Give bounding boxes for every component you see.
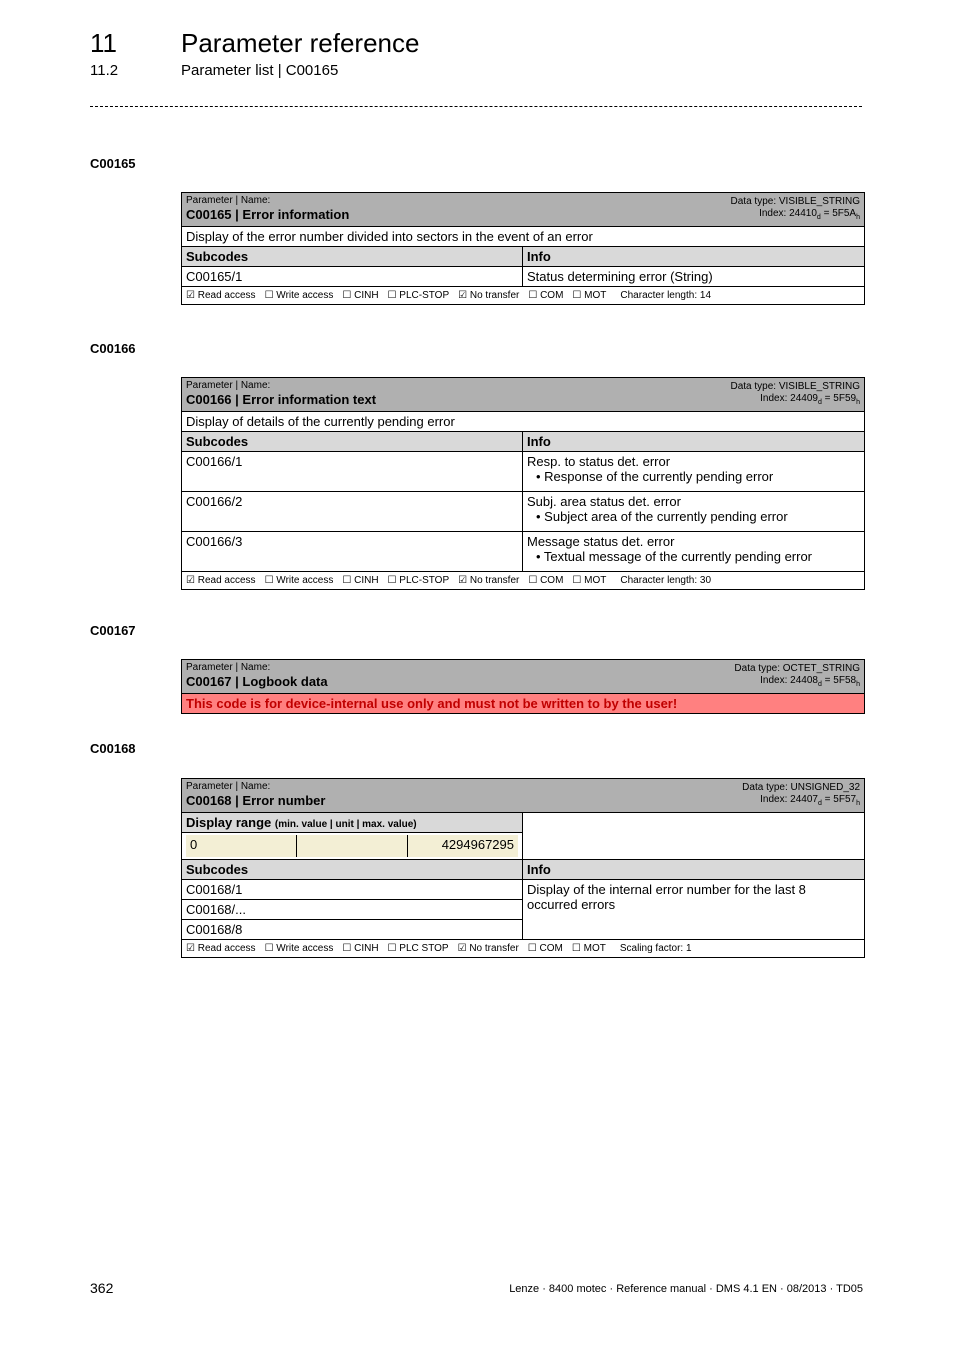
subcode: C00166/1	[182, 452, 523, 492]
subcode-info: Resp. to status det. error • Response of the currently pending error	[523, 452, 865, 492]
table-row	[182, 880, 865, 900]
data-type: Data type: OCTET_STRING	[734, 663, 860, 674]
col-info: Info	[523, 432, 865, 452]
page-number: 362	[90, 1280, 114, 1296]
subcode: C00165/1	[182, 267, 523, 287]
col-subcodes: Subcodes	[182, 860, 523, 880]
subcode: C00166/3	[182, 532, 523, 572]
subcode-info: Display of the internal error number for the last 8 occurred errors	[523, 880, 865, 940]
param-name: C00167 | Logbook data	[186, 674, 328, 689]
chapter-title: Parameter reference	[181, 28, 420, 58]
subcode-info: Message status det. error • Textual message of the currently pending error	[523, 532, 865, 572]
header-divider	[90, 106, 862, 107]
display-range-label: Display range (min. value | unit | max. value)	[182, 813, 523, 833]
attribute-flags: ☑ Read access ☐ Write access ☐ CINH ☐ PLC-STOP ☑ No transfer ☐ COM ☐ MOT Character length: 30	[182, 572, 865, 590]
subcode: C00166/2	[182, 492, 523, 532]
range-min: 0	[186, 835, 297, 857]
table-header	[182, 378, 865, 412]
character-length: Character length: 30	[620, 575, 712, 586]
param-label: Parameter | Name:	[186, 195, 271, 206]
heading-c00167: C00167	[90, 623, 136, 638]
param-name: C00168 | Error number	[186, 793, 326, 808]
table-row	[182, 532, 865, 572]
param-label: Parameter | Name:	[186, 662, 271, 673]
heading-c00165: C00165	[90, 156, 136, 171]
index-value: Index: $24408_d = 5F58_h$	[760, 675, 860, 688]
attribute-flags: ☑ Read access ☐ Write access ☐ CINH ☐ PLC-STOP ☑ No transfer ☐ COM ☐ MOT Character length: 14	[182, 287, 865, 305]
document-info: Lenze · 8400 motec · Reference manual · DMS 4.1 EN · 08/2013 · TD05	[509, 1283, 863, 1295]
table-c00165	[181, 192, 865, 305]
section-title: Parameter list | C00165	[181, 62, 339, 79]
subcode: C00168/...	[182, 900, 523, 920]
data-type: Data type: VISIBLE_STRING	[730, 381, 860, 392]
subcode-info: Subj. area status det. error • Subject area of the currently pending error	[523, 492, 865, 532]
table-header	[182, 193, 865, 227]
chapter-number: 11	[90, 28, 117, 58]
col-subcodes: Subcodes	[182, 432, 523, 452]
character-length: Character length: 14	[620, 290, 712, 301]
param-name: C00166 | Error information text	[186, 392, 377, 407]
table-c00168	[181, 778, 865, 958]
col-info: Info	[523, 860, 865, 880]
table-c00167	[181, 659, 865, 714]
warning-message: This code is for device-internal use only and must not be written to by the user!	[182, 694, 865, 714]
col-subcodes: Subcodes	[182, 247, 523, 267]
heading-c00166: C00166	[90, 341, 136, 356]
heading-c00168: C00168	[90, 741, 136, 756]
description: Display of the error number divided into sectors in the event of an error	[182, 227, 865, 247]
index-value: Index: $24410_d = 5F5A_h$	[759, 208, 861, 221]
param-name: C00165 | Error information	[186, 207, 350, 222]
table-row	[182, 267, 865, 287]
subcode: C00168/8	[182, 920, 523, 940]
index-value: Index: $24409_d = 5F59_h$	[760, 393, 860, 406]
empty-cell	[523, 813, 865, 860]
table-row	[182, 492, 865, 532]
attribute-flags: ☑ Read access ☐ Write access ☐ CINH ☐ PLC STOP ☑ No transfer ☐ COM ☐ MOT Scaling factor: 1	[182, 940, 865, 958]
data-type: Data type: VISIBLE_STRING	[730, 196, 861, 207]
subcode: C00168/1	[182, 880, 523, 900]
col-info: Info	[523, 247, 865, 267]
range-unit	[297, 835, 408, 857]
section-number: 11.2	[90, 62, 119, 79]
range-max: 4294967295	[408, 835, 518, 857]
data-type: Data type: UNSIGNED_32	[742, 782, 860, 793]
param-label: Parameter | Name:	[186, 781, 271, 792]
description: Display of details of the currently pending error	[182, 412, 865, 432]
table-row	[182, 452, 865, 492]
display-range-values	[182, 833, 523, 860]
subcode-info: Status determining error (String)	[523, 267, 865, 287]
table-header	[182, 660, 865, 694]
param-label: Parameter | Name:	[186, 380, 271, 391]
scaling-factor: Scaling factor: 1	[619, 943, 692, 954]
table-header	[182, 779, 865, 813]
index-value: Index: $24407_d = 5F57_h$	[760, 794, 860, 807]
table-c00166	[181, 377, 865, 590]
